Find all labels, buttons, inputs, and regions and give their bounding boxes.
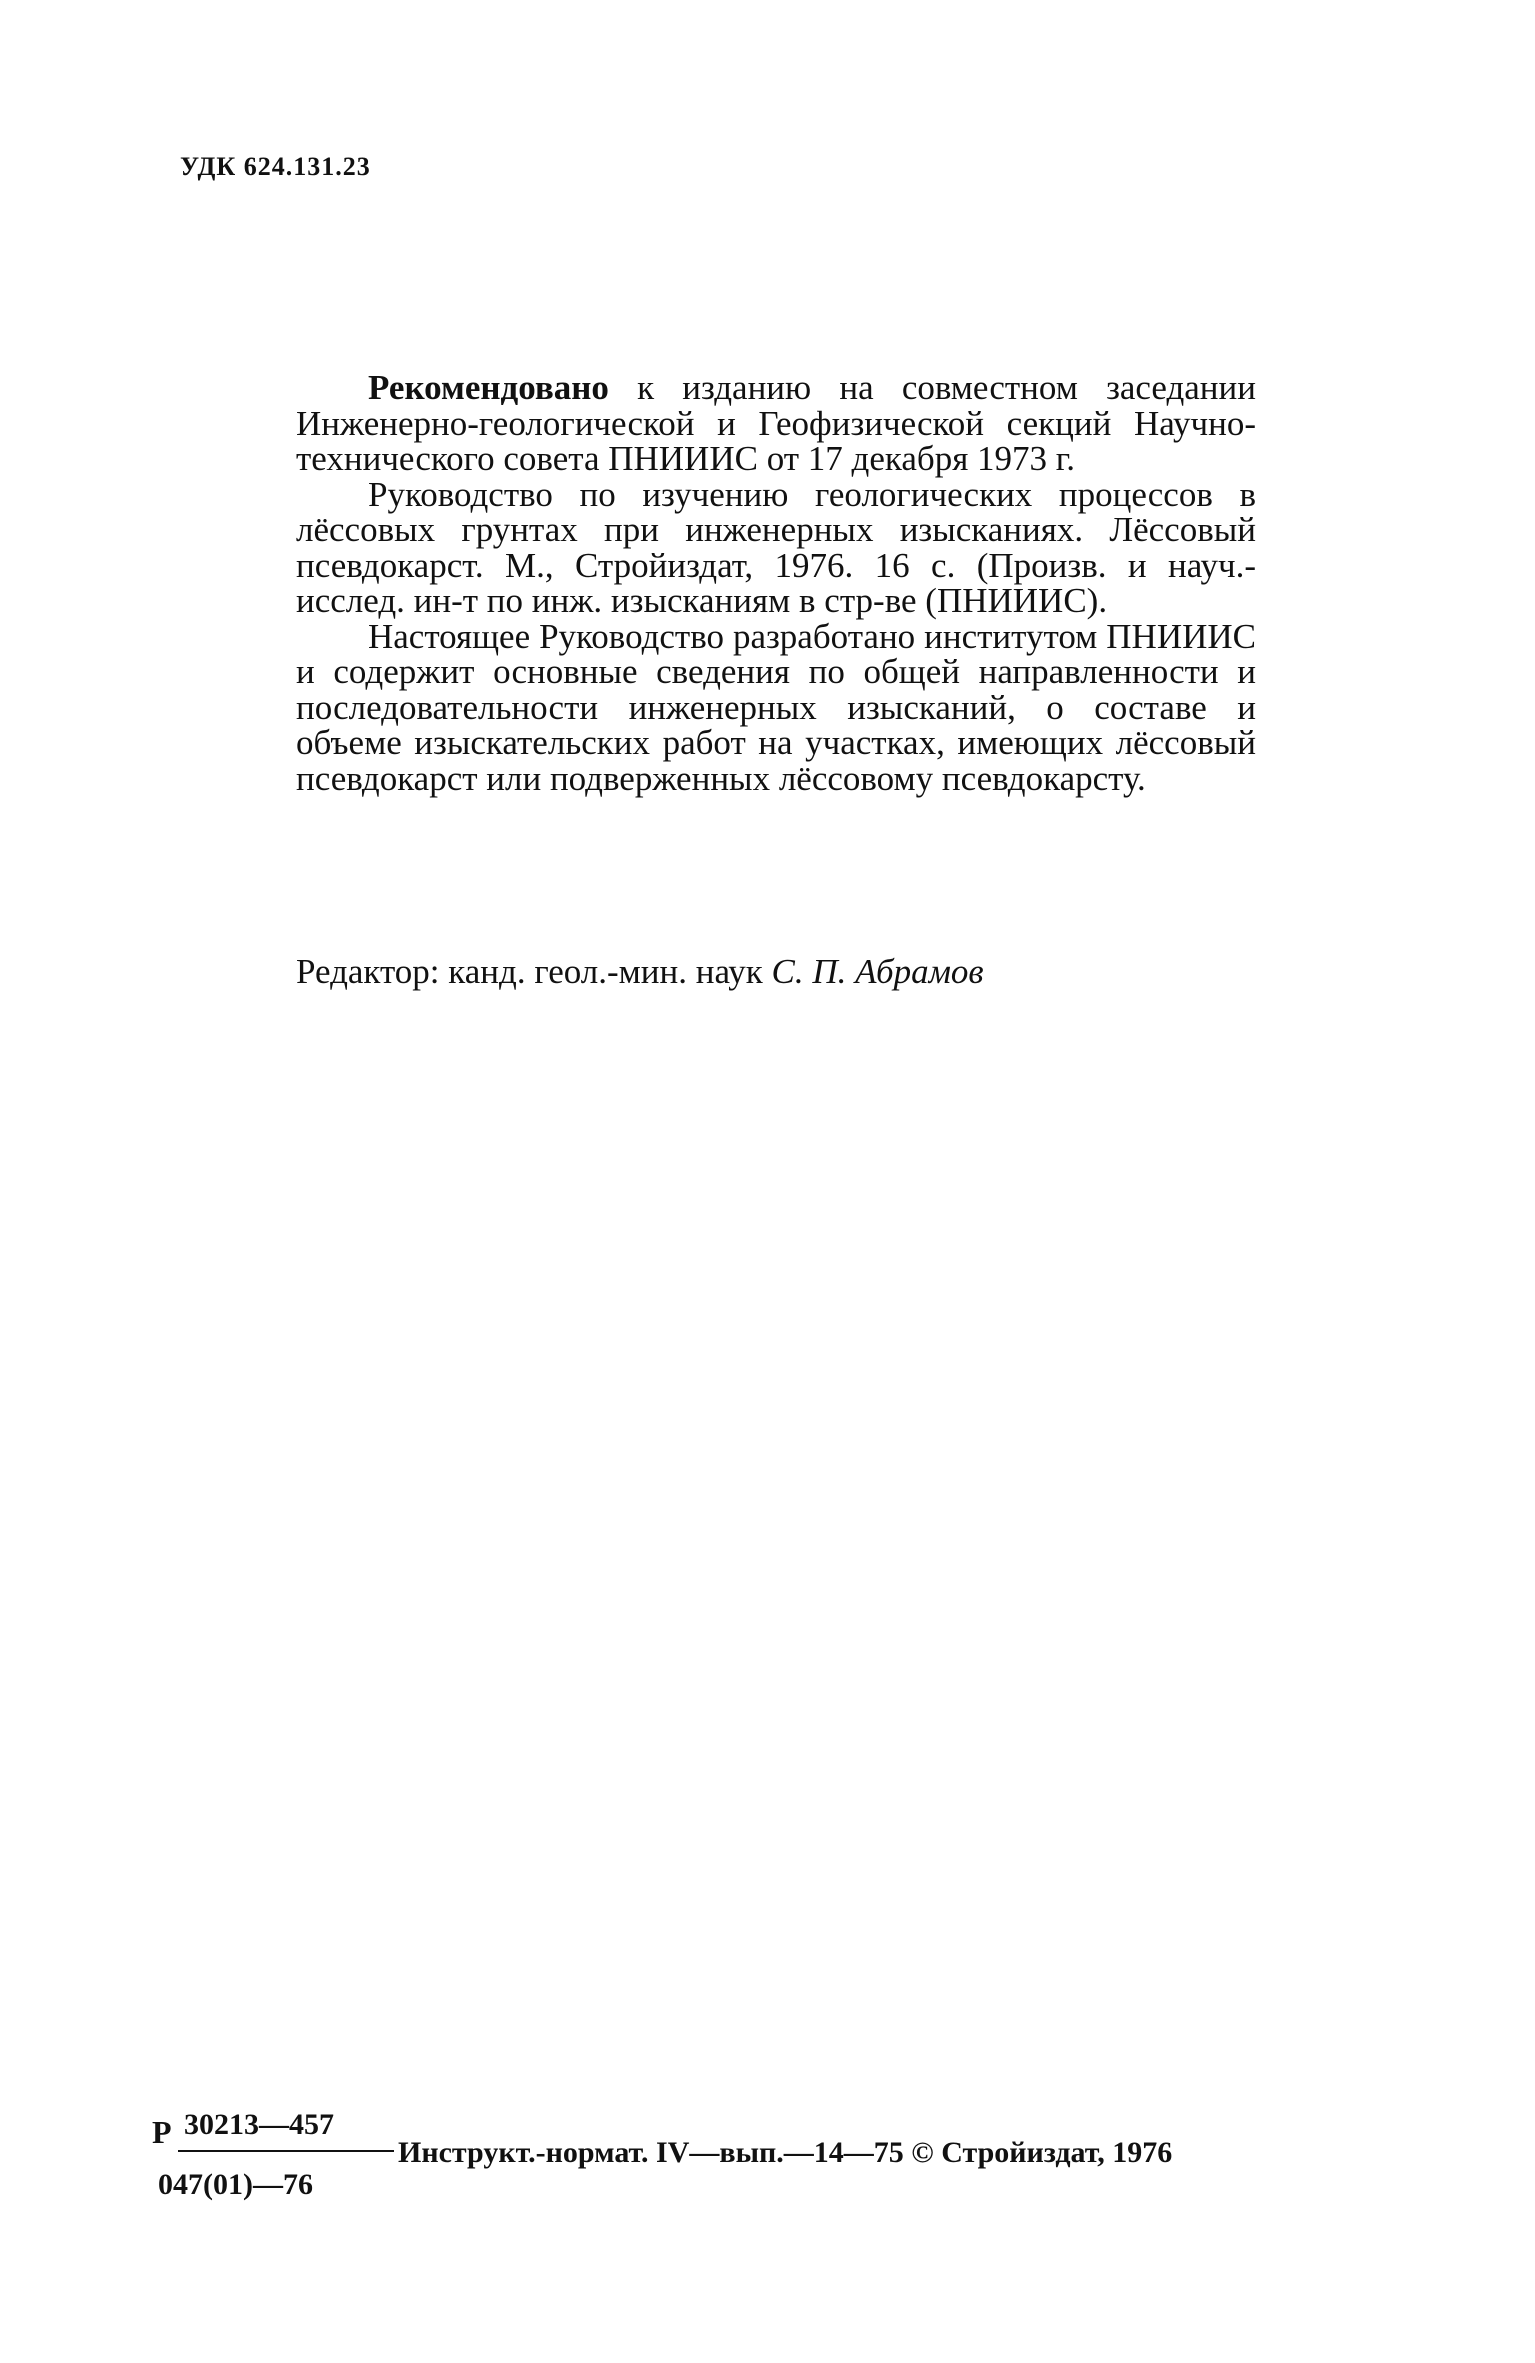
recommendation-paragraph (296, 370, 1256, 477)
imprint-text: Инструкт.-нормат. IV—вып.—14—75 © Стройиздат, 1976 (398, 2136, 1173, 2169)
bibliographic-paragraph: Руководство по изучению геологических процессов в лёссовых грунтах при инженерных изысканиях. Лёссовый псевдокарст. М., Стройиздат, 1976. 16 с. (Произв. и науч.-исслед. ин-т по инж. изысканиям в стр-ве (ПНИИИС). (296, 474, 1256, 620)
annotation-block (296, 370, 1256, 796)
recommendation-lead: Рекомендовано (368, 368, 609, 407)
catalog-denominator: 047(01)—76 (158, 2168, 313, 2201)
editor-line (296, 952, 1256, 992)
catalog-numerator: 30213—457 (184, 2108, 334, 2141)
recommendation-text: к изданию на совместном заседании Инженерно-геологической и Геофизической секций Научно-технического совета ПНИИИС от 17 декабря 1973 г. (296, 368, 1256, 478)
catalog-fraction (152, 2108, 392, 2218)
editor-name: С. П. Абрамов (771, 952, 984, 991)
udk-code: УДК 624.131.23 (180, 152, 371, 181)
abstract-paragraph: Настоящее Руководство разработано институтом ПНИИИС и содержит основные сведения по общей направленности и последовательности инженерных изысканий, о составе и объеме изыскательских работ на участках, имеющих лёссовый псевдокарст или подверженных лёссовому псевдокарсту. (296, 616, 1256, 798)
imprint-block (152, 2108, 1392, 2218)
editor-label: Редактор: канд. геол.-мин. наук (296, 952, 772, 991)
fraction-bar (178, 2150, 394, 2152)
catalog-letter: Р (152, 2114, 172, 2150)
